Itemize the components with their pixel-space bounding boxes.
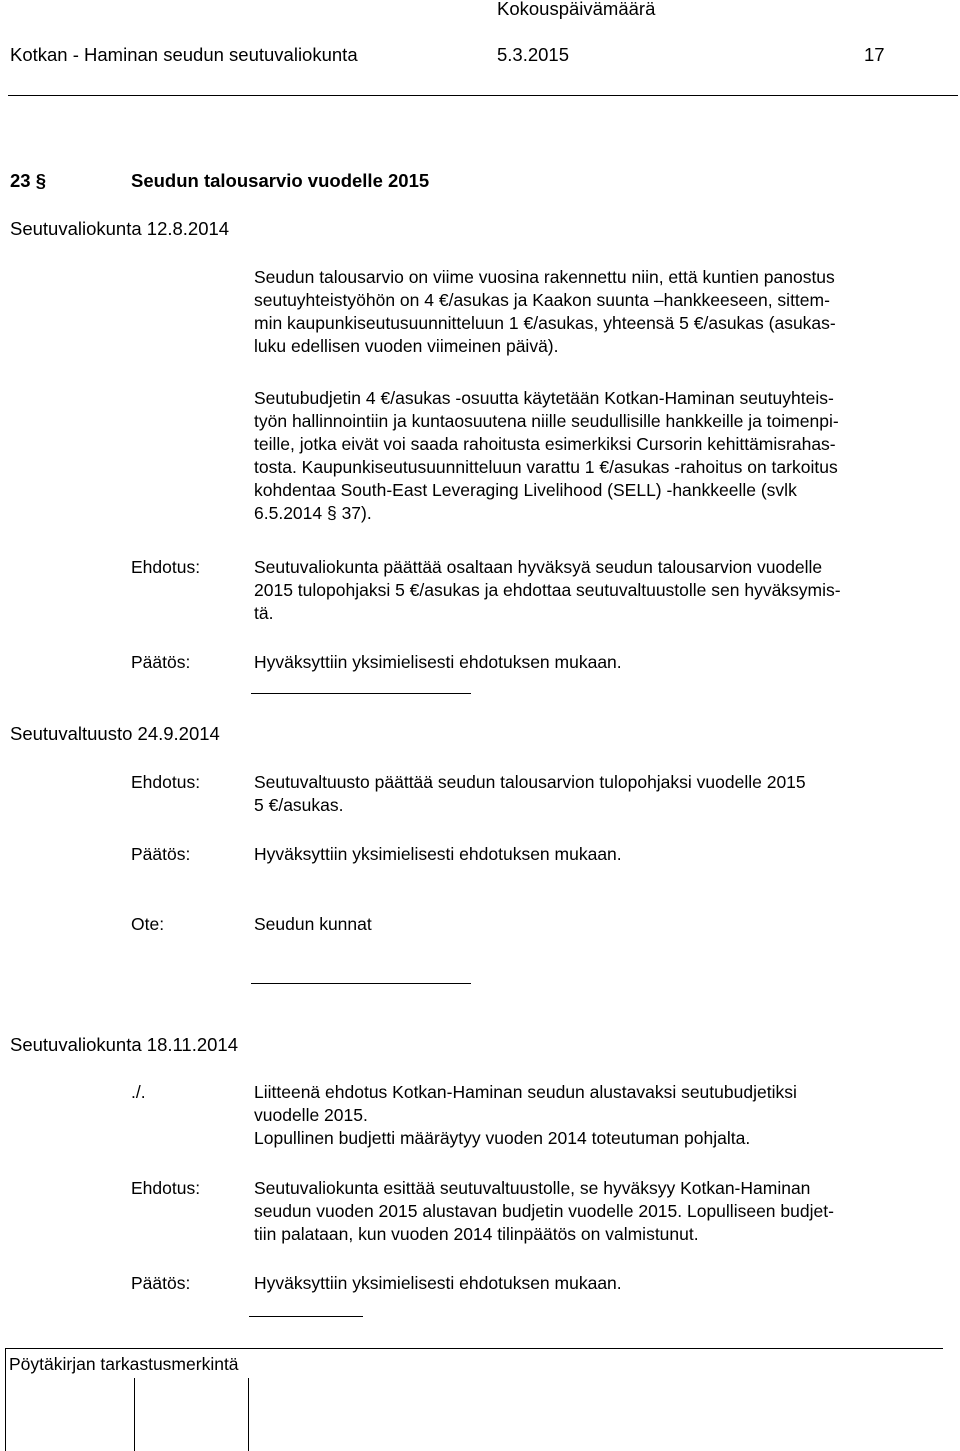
text-line: Seudun talousarvio on viime vuosina rakennettu niin, että kuntien panostus	[254, 267, 835, 287]
header-page-number: 17	[864, 44, 885, 65]
meeting2-decision-label: Päätös:	[131, 844, 191, 864]
text-line: seutuyhteistyöhön on 4 €/asukas ja Kaakon suunta –hankkeeseen, sittem-	[254, 290, 830, 310]
meeting2-proposal-text	[254, 771, 954, 817]
meeting2-excerpt-text	[254, 913, 954, 936]
text-line: Hyväksyttiin yksimielisesti ehdotuksen mukaan.	[254, 844, 622, 864]
text-line: Seudun kunnat	[254, 914, 372, 934]
text-line: luku edellisen vuoden viimeinen päivä).	[254, 336, 559, 356]
meeting3-heading: Seutuvaliokunta 18.11.2014	[10, 1034, 239, 1055]
meeting3-proposal-label: Ehdotus:	[131, 1178, 201, 1198]
footer-left-border	[5, 1348, 6, 1451]
header-organization: Kotkan - Haminan seudun seutuvaliokunta	[10, 44, 358, 65]
meeting1-decision-label: Päätös:	[131, 652, 191, 672]
signature-box-divider	[134, 1378, 135, 1451]
text-line: 2015 tulopohjaksi 5 €/asukas ja ehdottaa seutuvaltuustolle sen hyväksymis-	[254, 580, 841, 600]
text-line: Seutuvaltuusto päättää seudun talousarvion tulopohjaksi vuodelle 2015	[254, 772, 806, 792]
meeting1-heading: Seutuvaliokunta 12.8.2014	[10, 218, 230, 239]
text-line: työn hallinnointiin ja kuntaosuutena niille seudullisille hankkeille ja toimenpi-	[254, 411, 839, 431]
header-date-label: Kokouspäivämäärä	[497, 0, 656, 19]
text-line: tiin palataan, kun vuoden 2014 tilinpäätös on valmistunut.	[254, 1224, 699, 1244]
text-line: tä.	[254, 603, 274, 623]
signature-box-divider	[248, 1378, 249, 1451]
text-line: Hyväksyttiin yksimielisesti ehdotuksen mukaan.	[254, 1273, 622, 1293]
separator-line	[251, 693, 471, 694]
text-line: min kaupunkiseutusuunnitteluun 1 €/asukas, yhteensä 5 €/asukas (asukas-	[254, 313, 836, 333]
header-meeting-date: 5.3.2015	[497, 44, 570, 65]
text-line: Hyväksyttiin yksimielisesti ehdotuksen mukaan.	[254, 652, 622, 672]
text-line: vuodelle 2015.	[254, 1105, 368, 1125]
attachment-marker: ./.	[131, 1082, 146, 1102]
text-line: kohdentaa South-East Leveraging Livelihood (SELL) -hankkeelle (svlk	[254, 480, 797, 500]
text-line: 6.5.2014 § 37).	[254, 503, 372, 523]
header-divider	[8, 95, 958, 96]
text-line: seudun vuoden 2015 alustavan budjetin vuodelle 2015. Lopulliseen budjet-	[254, 1201, 834, 1221]
text-line: tosta. Kaupunkiseutusuunnitteluun varattu 1 €/asukas -rahoitus on tarkoitus	[254, 457, 838, 477]
meeting1-proposal-label: Ehdotus:	[131, 557, 201, 577]
text-line: Seutuvaliokunta päättää osaltaan hyväksyä seudun talousarvion vuodelle	[254, 557, 823, 577]
section-number: 23 §	[10, 170, 47, 191]
meeting2-decision-text	[254, 843, 954, 866]
item-title: Seudun talousarvio vuodelle 2015	[131, 170, 430, 191]
text-line: Liitteenä ehdotus Kotkan-Haminan seudun alustavaksi seutubudjetiksi	[254, 1082, 797, 1102]
meeting1-decision-text	[254, 651, 954, 674]
separator-line	[249, 1316, 363, 1317]
meeting2-excerpt-label: Ote:	[131, 914, 165, 934]
text-line: Seutubudjetin 4 €/asukas -osuutta käytetään Kotkan-Haminan seutuyhteis-	[254, 388, 834, 408]
meeting1-paragraph2	[254, 387, 954, 525]
meeting1-paragraph1	[254, 266, 954, 358]
meeting2-heading: Seutuvaltuusto 24.9.2014	[10, 723, 220, 744]
text-line: 5 €/asukas.	[254, 795, 344, 815]
meeting3-attachment-text	[254, 1081, 954, 1150]
footer-top-border	[5, 1348, 943, 1349]
separator-line	[251, 983, 471, 984]
text-line: teille, jotka eivät voi saada rahoitusta esimerkiksi Cursorin kehittämisrahas-	[254, 434, 836, 454]
text-line: Seutuvaliokunta esittää seutuvaltuustolle, se hyväksyy Kotkan-Haminan	[254, 1178, 811, 1198]
meeting3-decision-label: Päätös:	[131, 1273, 191, 1293]
meeting3-proposal-text	[254, 1177, 954, 1246]
meeting3-decision-text	[254, 1272, 954, 1295]
text-line: Lopullinen budjetti määräytyy vuoden 2014 toteutuman pohjalta.	[254, 1128, 751, 1148]
meeting2-proposal-label: Ehdotus:	[131, 772, 201, 792]
footer-inspection-label: Pöytäkirjan tarkastusmerkintä	[9, 1354, 239, 1374]
meeting1-proposal-text	[254, 556, 954, 625]
